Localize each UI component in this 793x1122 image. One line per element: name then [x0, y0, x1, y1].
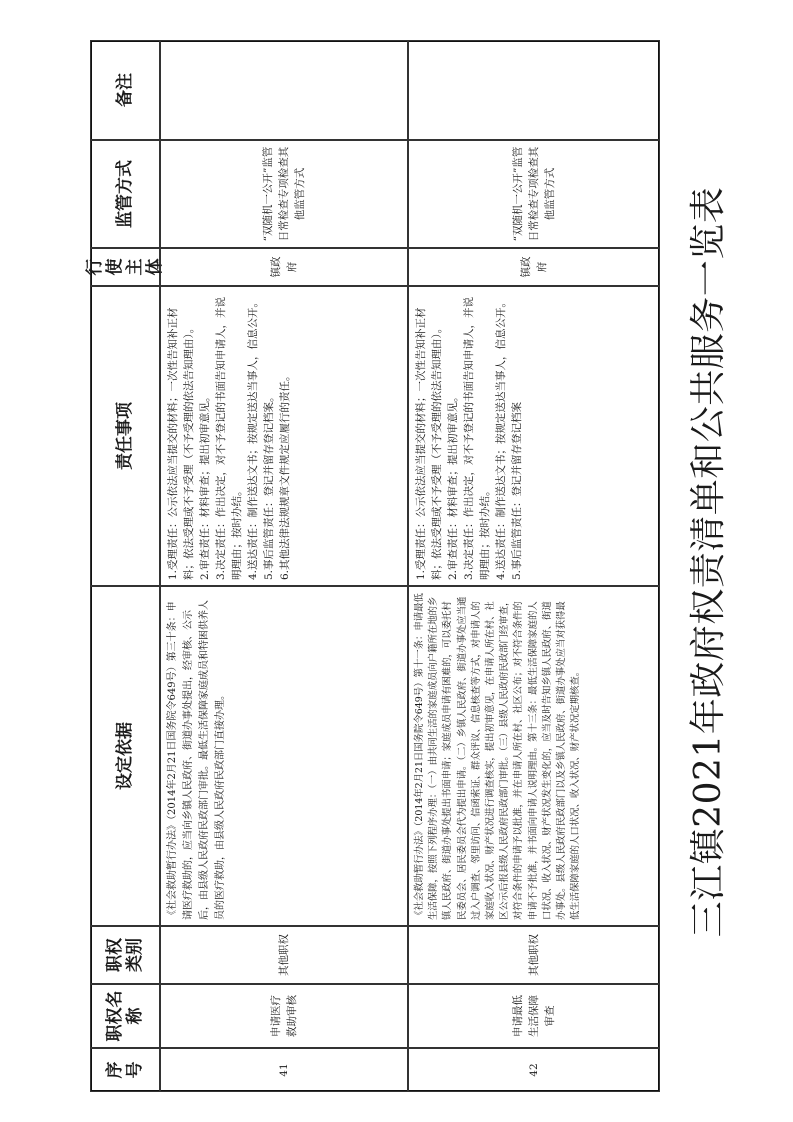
header-supervision: 监管方式 — [90, 140, 160, 248]
row42-resp-3: 3.决定责任：作出决定，对不予登记的书面告知申请人，并说明理由；按时办结。 — [463, 296, 491, 580]
row42-basis: 《社会救助暂行办法》（2014年2月21日国务院令649号）第十一条：申请最低生活保障，按照下列程序办理：（一）由共同生活的家庭成员向户籍所在地的乡镇人民政府、街道办事处提出书面申请；家庭成员申请有困难的，可以委托村民委员会、居民委员会代为提出申请。（二）乡镇人民政府、街道办事处应当通过入户调查、邻里访问、信函索证、群众评议、信息核查等方式，对申请人的家庭收入状况、财产状况进行调查核实，提出初审意见，在申请人所在村、社区公示后报县级人民政府民政部门审批。（三）县级人民政府民政部门经审查，对符合条件的申请予以批准，并在申请人所在村、社区公布；对不符合条件的申请不予批准，并书面向申请人说明理由。第十三条：最低生活保障家庭的人口状况、收入状况、财产状况发生变化的，应当及时告知乡镇人民政府、街道办事处。县级人民政府民政部门以及乡镇人民政府、街道办事处应当对获得最低生活保障家庭的人口状况、收入状况、财产状况定期核查。 — [408, 586, 660, 926]
row41-resp-4: 4.送达责任：制作送达文书；按规定送达当事人，信息公开。 — [247, 296, 259, 580]
row42-supervision: “双随机一公开”监管日常检查专项检查其他监管方式 — [408, 140, 660, 248]
row41-category: 其他职权 — [160, 926, 408, 984]
header-remarks: 备注 — [90, 40, 160, 140]
row42-resp-2: 2.审查责任：材料审查；提出初审意见。 — [447, 391, 459, 580]
row41-responsibility — [160, 286, 408, 586]
row42-subject: 镇政府 — [408, 248, 660, 286]
row41-name: 申请医疗救助审核 — [160, 984, 408, 1048]
row41-resp-1: 1.受理责任：公示依法应当提交的材料；一次性告知补正材料；依法受理或不予受理（不予受理的依法告知理由）。 — [167, 307, 195, 580]
row42-responsibility — [408, 286, 660, 586]
header-seq: 序号 — [90, 1048, 160, 1092]
row41-resp-6: 6.其他法律法规规章文件规定应履行的责任。 — [279, 370, 291, 580]
row41-subject: 镇政府 — [160, 248, 408, 286]
row41-resp-2: 2.审查责任：材料审查；提出初审意见。 — [199, 391, 211, 580]
row41-seq: 41 — [160, 1048, 408, 1092]
row42-resp-1: 1.受理责任：公示依法应当提交的材料；一次性告知补正材料；依法受理或不予受理（不予受理的依法告知理由）。 — [415, 307, 443, 580]
row42-resp-5: 5.事后监管责任：登记并留存登记档案 — [511, 401, 523, 580]
document-title: 三江镇2021年政府权责清单和公共服务一览表 — [688, 186, 729, 938]
row42-category: 其他职权 — [408, 926, 660, 984]
row41-resp-3: 3.决定责任：作出决定，对不予登记的书面告知申请人，并说明理由；按时办结。 — [215, 296, 243, 580]
row42-resp-4: 4.送达责任：制作送达文书；按规定送达当事人，信息公开。 — [495, 296, 507, 580]
row41-supervision: “双随机一公开”监管日常检查专项检查其他监管方式 — [160, 140, 408, 248]
header-category: 职权类别 — [90, 926, 160, 984]
row42-name: 申请最低生活保障审查 — [408, 984, 660, 1048]
row42-remarks — [408, 40, 660, 140]
row41-remarks — [160, 40, 408, 140]
header-responsibility: 责任事项 — [90, 286, 160, 586]
row41-basis: 《社会救助暂行办法》（2014年2月21日国务院令649号）第三十条：申请医疗救助的，应当向乡镇人民政府、街道办事处提出，经审核、公示后，由县级人民政府民政部门审批。最低生活保障家庭成员和特困供养人员的医疗救助，由县级人民政府民政部门直接办理。 — [160, 586, 408, 926]
row41-resp-5: 5.事后监管责任：登记并留存登记档案。 — [263, 391, 275, 580]
header-name: 职权名称 — [90, 984, 160, 1048]
header-subject: 行使主体 — [90, 248, 160, 286]
row42-seq: 42 — [408, 1048, 660, 1092]
header-basis: 设定依据 — [90, 586, 160, 926]
